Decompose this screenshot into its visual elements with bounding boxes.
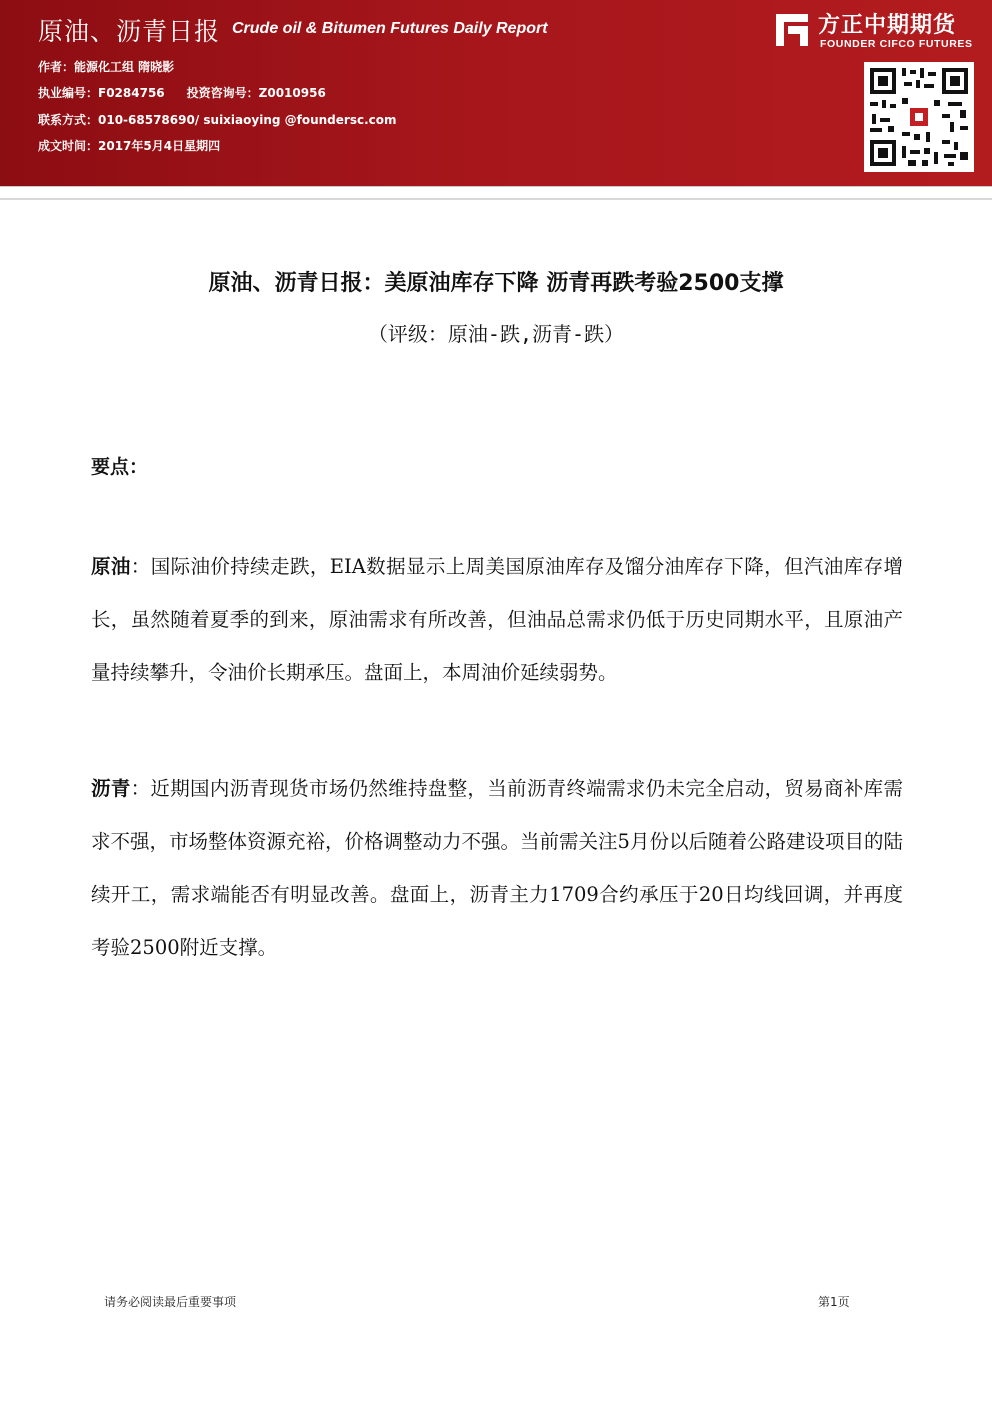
company-name-cn: 方正中期期货 — [818, 13, 957, 38]
report-series-title-en: Crude oil & Bitumen Futures Daily Report — [232, 20, 548, 37]
crude-oil-label: 原油 — [91, 555, 131, 578]
report-title: 原油、沥青日报：美原油库存下降 沥青再跌考验2500支撑 — [208, 271, 784, 296]
section-heading: 要点： — [91, 456, 149, 478]
bitumen-label: 沥青 — [91, 777, 131, 800]
page-number: 第1页 — [818, 1295, 850, 1309]
founder-logo-icon — [772, 10, 812, 50]
crude-oil-paragraph — [91, 540, 903, 699]
company-logo — [768, 8, 984, 54]
header-divider — [0, 186, 992, 200]
author-line: 作者：能源化工组 隋晓影 — [38, 60, 175, 74]
bitumen-paragraph — [91, 762, 903, 974]
qr-code-icon — [864, 62, 974, 172]
report-header — [0, 0, 992, 186]
bitumen-text: ：近期国内沥青现货市场仍然维持盘整，当前沥青终端需求仍未完全启动，贸易商补库需求不强，市场整体资源充裕，价格调整动力不强。当前需关注5月份以后随着公路建设项目的陆续开工，需求端能否有明显改善。盘面上，沥青主力1709合约承压于20日均线回调，并再度考验2500附近支撑。 — [91, 777, 903, 959]
report-rating: （评级：原油-跌,沥青-跌） — [367, 322, 625, 346]
license-number: 执业编号：F0284756 — [38, 86, 165, 100]
company-name-en: FOUNDER CIFCO FUTURES — [820, 38, 973, 50]
date-line: 成文时间：2017年5月4日星期四 — [38, 139, 221, 153]
consult-number: 投资咨询号：Z0010956 — [186, 86, 326, 100]
crude-oil-text: ：国际油价持续走跌，EIA数据显示上周美国原油库存及馏分油库存下降，但汽油库存增长，虽然随着夏季的到来，原油需求有所改善，但油品总需求仍低于历史同期水平，且原油产量持续攀升，令油价长期承压。盘面上，本周油价延续弱势。 — [91, 555, 903, 684]
report-series-title: 原油、沥青日报 — [38, 17, 221, 46]
contact-line: 联系方式：010-68578690/ suixiaoying @foundersc.com — [38, 113, 397, 127]
footer-notice: 请务必阅读最后重要事项 — [104, 1295, 237, 1309]
license-line — [38, 84, 326, 101]
